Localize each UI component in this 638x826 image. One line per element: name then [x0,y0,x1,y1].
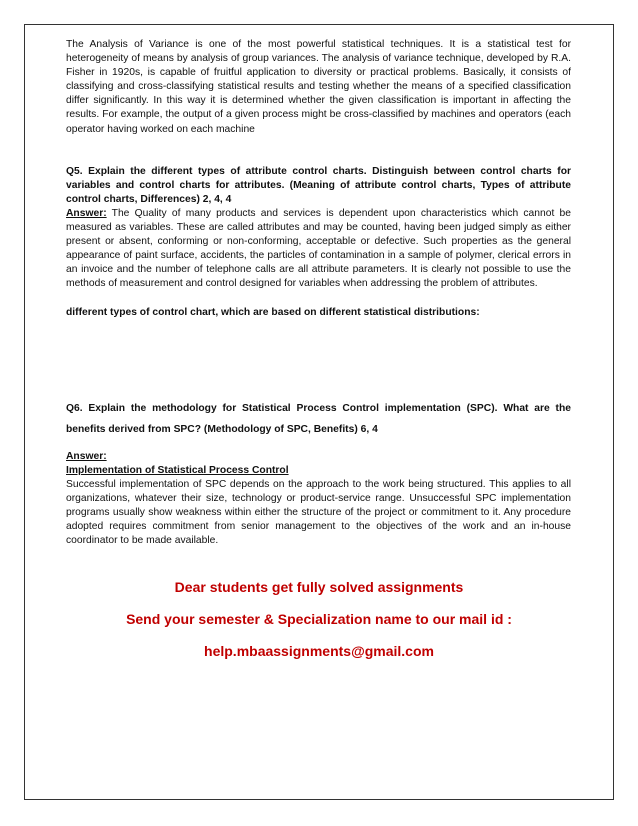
document-body [66,38,571,548]
q5-question: Q5. Explain the different types of attribute control charts. Distinguish between control charts for variables and control charts for attributes. (Meaning of attribute control charts, Types of attribute control charts, Differences) 2, 4, 4 [66,165,571,205]
promo-line-2: Send your semester & Specialization name to our mail id : [126,611,512,627]
promo-email[interactable]: help.mbaassignments@gmail.com [204,643,434,659]
intro-paragraph: The Analysis of Variance is one of the most powerful statistical techniques. It is a statistical test for heterogeneity of means by analysis of group variances. The analysis of variance technique, developed by R.A. Fisher in 1920s, is capable of fruitful application to diversity or practical problems. Basically, it consists of classifying and cross-classifying statistical results and testing whether the means of a specified classification differ significantly. In this way it is determined whether the given classification is important in affecting the results. For example, the output of a given process might be cross-classified by machines and operators (each operator having worked on each machine [66,39,571,135]
q5-subheading: different types of control chart, which are based on different statistical distributions: [66,306,480,318]
q6-answer-label: Answer: [66,450,107,462]
promo-line-1: Dear students get fully solved assignments [174,579,464,595]
q5-answer-text: The Quality of many products and services is dependent upon characteristics which cannot be measured as variables. These are called attributes and may be counted, having been judged simply as either present or absent, conforming or non-conforming, acceptable or defective. Such properties as the general appearance of paint surface, accidents, the particles of contamination in a sample of polymer, clerical errors in an invoice and the number of telephone calls are all attribute parameters. It is clearly not possible to use the methods of measurement and control designed for variables when addressing the problem of attributes. [66,207,571,290]
q5-answer [66,207,571,292]
q5-answer-label: Answer: [66,207,107,219]
q6-question: Q6. Explain the methodology for Statistical Process Control implementation (SPC). What are the benefits derived from SPC? (Methodology of SPC, Benefits) 6, 4 [66,402,571,435]
q6-section-heading: Implementation of Statistical Process Control [66,464,289,476]
q6-section-text: Successful implementation of SPC depends on the approach to the work being structured. This applies to all organizations, whatever their size, technology or product-service range. Unsuccessful SPC implementation programs usually show weakness within either the structure of the project or commitment to it. Any procedure adopted requires commitment from senior management to the objectives of the work and an in-house coordinator to be made available. [66,478,571,547]
